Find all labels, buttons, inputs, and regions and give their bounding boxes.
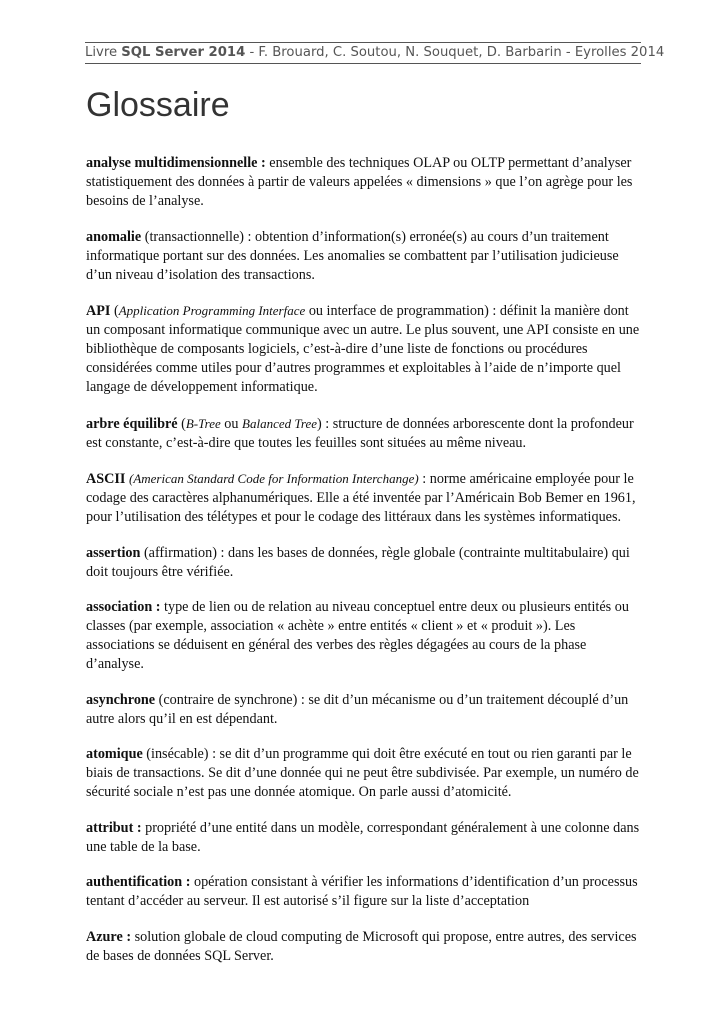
glossary-entry	[86, 745, 642, 802]
glossary-entry	[86, 691, 642, 729]
glossary-definition: solution globale de cloud computing de Microsoft qui propose, entre autres, des services de bases de données SQL Server.	[86, 928, 637, 964]
glossary-term: Azure :	[86, 928, 132, 945]
glossary-italic: Balanced Tree	[242, 415, 318, 431]
glossary-definition: ) : structure de données arborescente dont la profondeur est constante, c’est-à-dire que toutes les feuilles sont situées au même niveau.	[86, 415, 634, 451]
glossary-term: ASCII	[86, 471, 126, 487]
glossary-term: anomalie	[86, 228, 142, 245]
glossary-definition: ou interface de programmation) : définit la manière dont un composant informatique communique avec un autre. Le plus souvent, une API consiste en une bibliothèque de composants logiciels, c’est-à-dire d’une liste de fonctions ou procédures considérées comme utiles pour d’autres programmes et exploitables à l’aide de n’importe quel langage de développement informatique.	[86, 303, 640, 395]
glossary-entry	[86, 469, 642, 527]
glossary-definition: (transactionnelle) : obtention d’information(s) erronée(s) au cours d’un traitement informatique portant sur des données. Les anomalies se combattent par l’utilisation judicieuse d’un niveau d’isolation des transactions.	[86, 228, 619, 283]
glossary-definition: type de lien ou de relation au niveau conceptuel entre deux ou plusieurs entités ou classes (par exemple, association « achète » entre entités « client » et « produit »). Les associations se déduisent en général des verbes des règles dégagées au cours de la phase d’analyse.	[86, 599, 629, 672]
glossary-definition: : norme américaine employée pour le codage des caractères alphanumériques. Elle a été inventée par l’Américain Bob Bemer en 1961, pour l’utilisation des télétypes et pour le codage des littéraux dans les systèmes informatiques.	[86, 471, 636, 525]
glossary-term: attribut :	[86, 819, 142, 836]
page-title: Glossaire	[86, 86, 230, 124]
glossary-definition: (insécable) : se dit d’un programme qui doit être exécuté en tout ou rien garanti par le biais de transactions. Se dit d’une donnée qui ne peut être subdivisée. Par exemple, un numéro de sécurité sociale n’est pas une donnée atomique. On parle aussi d’atomicité.	[86, 746, 639, 800]
glossary-term: arbre équilibré	[86, 415, 178, 432]
glossary-text: (	[110, 303, 119, 319]
glossary-list	[86, 154, 642, 982]
glossary-italic: (American Standard Code for Information Interchange)	[128, 471, 419, 486]
glossary-italic: Application Programming Interface	[118, 303, 306, 318]
glossary-term: assertion	[86, 544, 141, 561]
glossary-definition: opération consistant à vérifier les informations d’identification d’un processus tentant d’accéder au serveur. Il est autorisé s’il figure sur la liste d’acceptation	[86, 874, 638, 909]
glossary-definition: propriété d’une entité dans un modèle, correspondant généralement à une colonne dans une table de la base.	[86, 819, 640, 855]
glossary-entry	[86, 301, 642, 397]
glossary-entry	[86, 928, 642, 966]
glossary-definition: (contraire de synchrone) : se dit d’un mécanisme ou d’un traitement découplé d’un autre alors qu’il en est dépendant.	[86, 691, 629, 727]
glossary-term: analyse multidimensionnelle :	[86, 155, 266, 171]
glossary-text: ou	[220, 415, 243, 432]
header-authors: - F. Brouard, C. Soutou, N. Souquet, D. Barbarin - Eyrolles 2014	[245, 45, 665, 60]
header-prefix: Livre	[85, 45, 122, 60]
glossary-definition: ensemble des techniques OLAP ou OLTP permettant d’analyser statistiquement des données à partir de valeurs appelées « dimensions » que l’on agrège pour les besoins de l’analyse.	[86, 155, 633, 209]
header-book-title: SQL Server 2014	[121, 45, 246, 60]
glossary-entry	[86, 819, 642, 857]
glossary-italic: B-Tree	[185, 415, 221, 431]
glossary-entry	[86, 598, 642, 674]
glossary-term: API	[86, 303, 111, 319]
glossary-entry	[86, 414, 642, 453]
glossary-entry	[86, 873, 642, 911]
glossary-entry	[86, 154, 642, 211]
running-header	[85, 42, 665, 64]
glossary-term: asynchrone	[86, 691, 156, 708]
glossary-text: (	[177, 415, 186, 432]
glossary-entry	[86, 228, 642, 285]
glossary-entry	[86, 544, 642, 582]
glossary-term: association :	[86, 599, 161, 615]
glossary-term: atomique	[86, 746, 143, 762]
glossary-term: authentification :	[86, 874, 191, 890]
glossary-definition: (affirmation) : dans les bases de données, règle globale (contrainte multitabulaire) qui doit toujours être vérifiée.	[86, 544, 630, 580]
